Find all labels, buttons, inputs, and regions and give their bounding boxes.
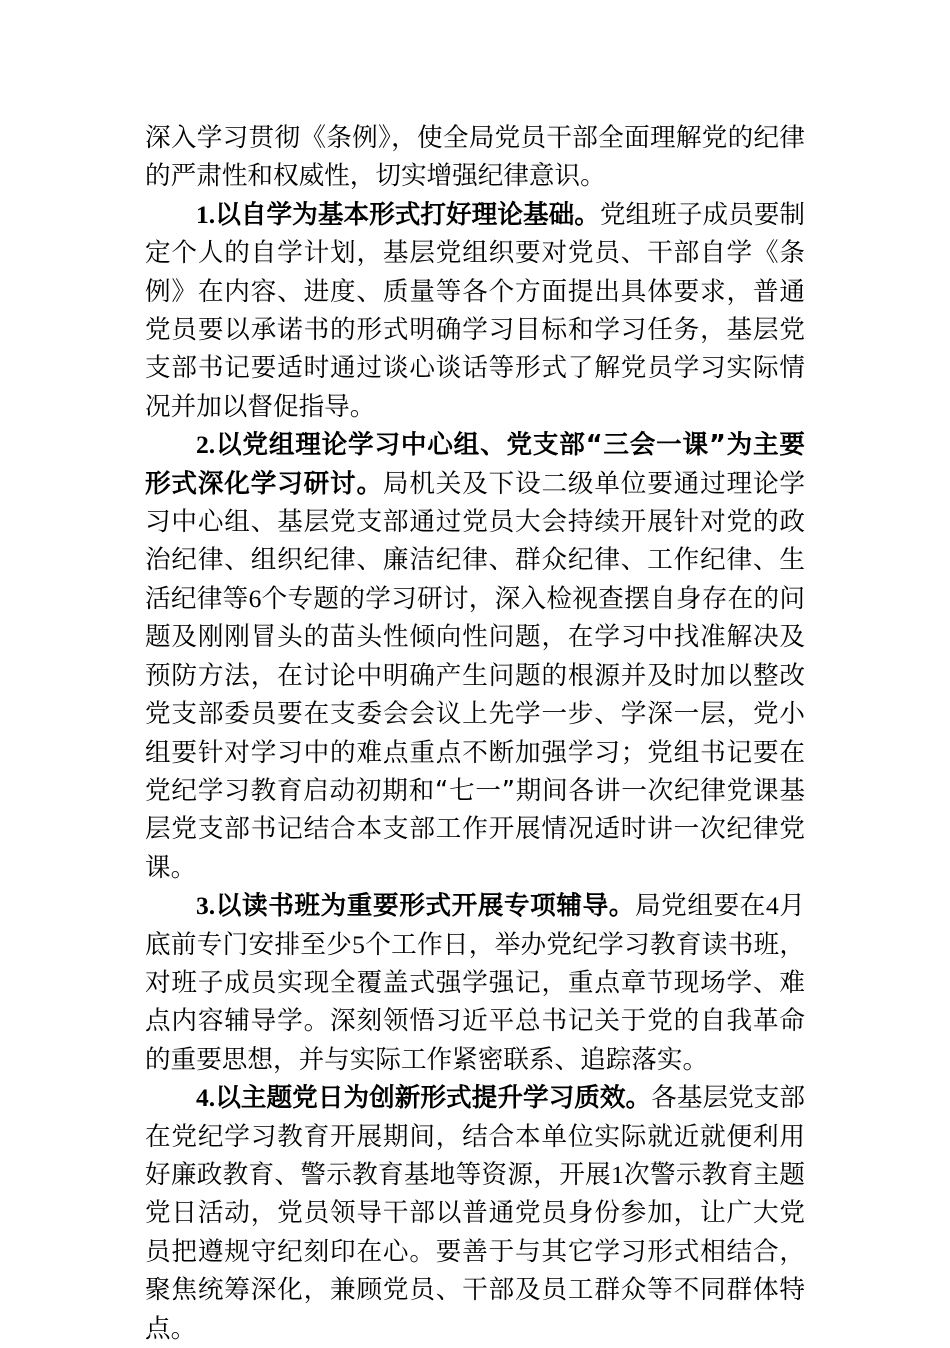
section-3-body-part1: 局党组要在 <box>634 891 766 922</box>
section-3-paragraph <box>145 887 805 1079</box>
section-3-heading <box>196 891 635 921</box>
section-3-body-number-2: 5 <box>352 929 365 959</box>
section-2-body-end: 个专题的学习研讨，深入检视查摆自身存在的问题及刚刚冒头的苗头性倾向性问题，在学习中找准解决及预防方法，在讨论中明确产生问题的根源并及时加以整改党支部委员要在支委会会议上先学一步、学深一层，党小组要针对学习中的难点重点不断加强学习；党组书记要在党纪学习教育启动初期和“七一”期间各讲一次纪律党课基层党支部书记结合本支部工作开展情况适时讲一次纪律党课。 <box>145 583 805 883</box>
section-4-heading-text: 以主题党日为创新形式提升学习质效。 <box>215 1083 652 1114</box>
section-2-body-number: 6 <box>248 583 262 613</box>
section-1-number: 1. <box>196 199 216 229</box>
section-4-body-part2: 次警示教育主题党日活动，党员领导干部以普通党员身份参加，让广大党员把遵规守纪刻印在心。要善于与其它学习形式相结合，聚焦统筹深化，兼顾党员、干部及员工群众等不同群体特点。 <box>145 1159 805 1344</box>
section-4-body-number: 1 <box>610 1159 624 1189</box>
section-3-body-part2: 月底前专门安排至少 <box>145 891 805 960</box>
section-1-paragraph <box>145 196 805 426</box>
section-1-heading <box>196 200 600 230</box>
section-4-body-part1: 各基层党支部在党纪学习教育开展期间，结合本单位实际就近就便利用好廉政教育、警示教育基地等资源，开展 <box>145 1083 805 1190</box>
section-4-number: 4. <box>196 1083 216 1113</box>
section-3-heading-text: 以读书班为重要形式开展专项辅导。 <box>215 891 635 922</box>
section-1-heading-text: 以自学为基本形式打好理论基础。 <box>215 199 600 230</box>
section-2-paragraph <box>145 426 805 887</box>
document-page <box>145 119 805 1348</box>
section-3-body-number-1: 4 <box>765 891 779 921</box>
section-4-paragraph <box>145 1079 805 1348</box>
intro-paragraph <box>145 119 805 196</box>
section-2-heading-text: 以党组理论学习中心组、党支部“三会一课”为主要形式深化学习研讨。 <box>145 430 805 499</box>
section-2-number: 2. <box>196 430 216 460</box>
section-2-body-start: 局机关及下设二级单位要通过理论学习中心组、基层党支部通过党员大会持续开展针对党的政治纪律、组织纪律、廉洁纪律、群众纪律、工作纪律、生活纪律等 <box>145 468 805 614</box>
section-3-number: 3. <box>196 891 216 921</box>
intro-text: 深入学习贯彻《条例》，使全局党员干部全面理解党的纪律的严肃性和权威性，切实增强纪律意识。 <box>145 123 805 192</box>
section-3-body-part3: 个工作日，举办党纪学习教育读书班，对班子成员实现全覆盖式强学强记，重点章节现场学、难点内容辅导学。深刻领悟习近平总书记关于党的自我革命的重要思想，并与实际工作紧密联系、追踪落实。 <box>145 929 805 1075</box>
section-4-heading <box>196 1083 651 1113</box>
section-1-body: 党组班子成员要制定个人的自学计划，基层党组织要对党员、干部自学《条例》在内容、进度、质量等各个方面提出具体要求，普通党员要以承诺书的形式明确学习目标和学习任务，基层党支部书记要适时通过谈心谈话等形式了解党员学习实际情况并加以督促指导。 <box>145 199 805 422</box>
